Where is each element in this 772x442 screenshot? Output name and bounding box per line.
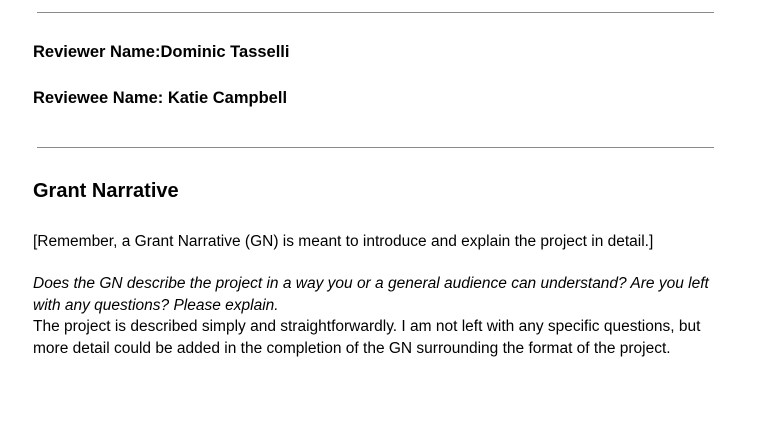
reviewer-name: Dominic Tasselli bbox=[160, 43, 290, 61]
section-title: Grant Narrative bbox=[33, 180, 179, 202]
reviewer-label: Reviewer Name: bbox=[33, 43, 161, 61]
review-answer: The project is described simply and straightforwardly. I am not left with any specific questions, but more detail could be added in the completion of the GN surrounding the format of the project. bbox=[33, 318, 701, 357]
question-answer-block bbox=[33, 273, 733, 359]
section-reminder: [Remember, a Grant Narrative (GN) is meant to introduce and explain the project in detail.] bbox=[33, 233, 654, 250]
reviewee-name: Katie Campbell bbox=[167, 89, 288, 107]
section-divider bbox=[37, 147, 714, 148]
reviewee-field bbox=[33, 88, 287, 108]
reviewee-label: Reviewee Name: bbox=[33, 89, 168, 107]
review-question: Does the GN describe the project in a way you or a general audience can understand? Are you left with any questions? Please explain. bbox=[33, 275, 709, 314]
reviewer-field bbox=[33, 42, 289, 62]
top-divider bbox=[37, 12, 714, 13]
